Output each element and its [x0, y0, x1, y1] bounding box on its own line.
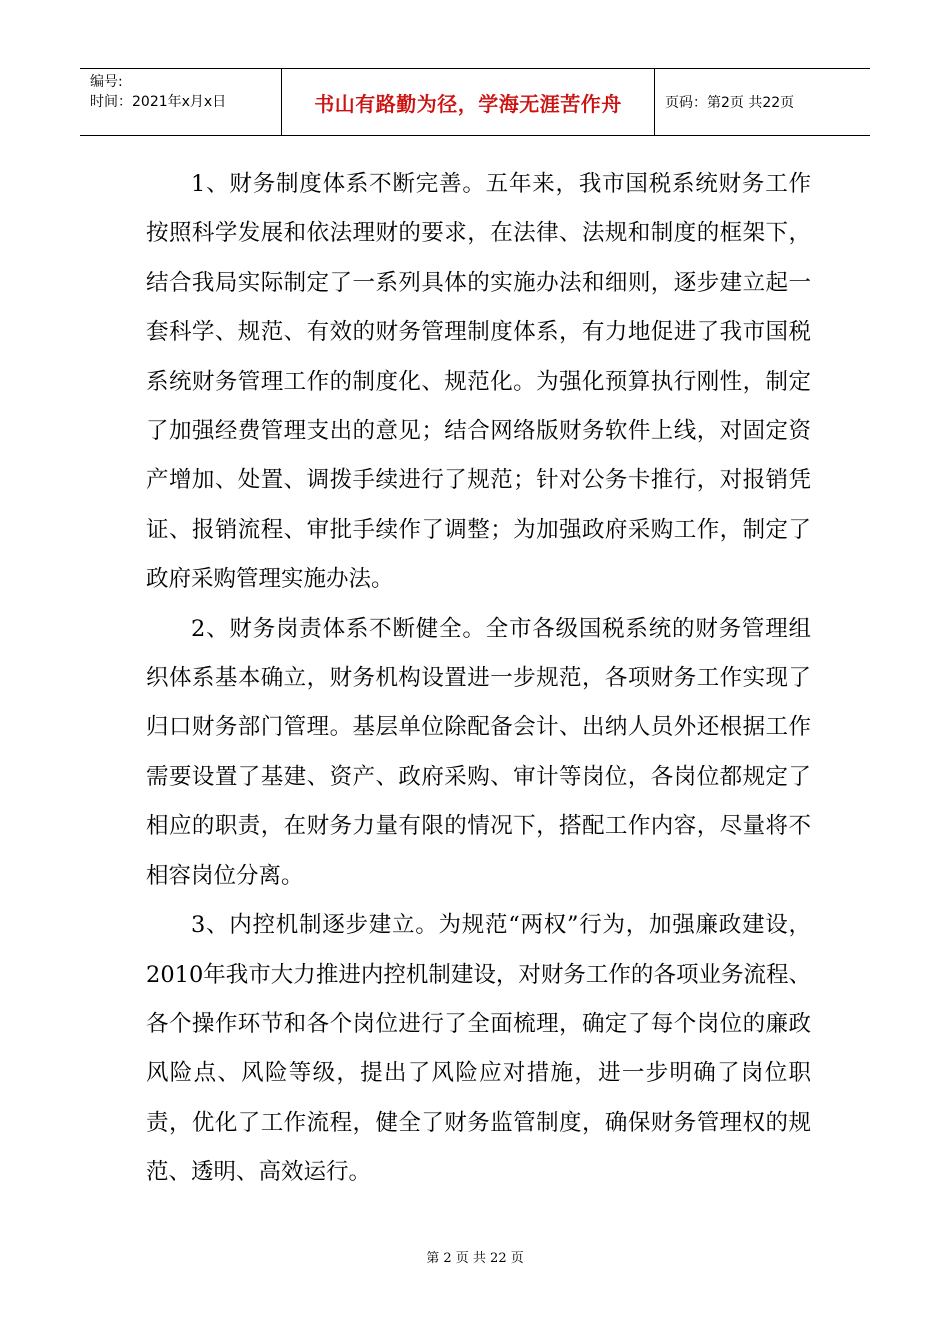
- header-page-info: 页码：第2页 共22页: [665, 95, 795, 111]
- document-date: 时间：2021年x月x日: [90, 94, 227, 110]
- paragraph-internal-control: 3、内控机制逐步建立。为规范“两权”行为，加强廉政建设， 2010年我市大力推进内控机制建设，对财务工作的各项业务流程、各个操作环节和各个岗位进行了全面梳理，确定了每个岗位的廉政风险点、风险等级，提出了风险应对措施，进一步明确了岗位职责，优化了工作流程，健全了财务监管制度，确保财务管理权的规范、透明、高效运行。: [146, 912, 811, 1186]
- paragraph-finance-posts: 2、财务岗责体系不断健全。全市各级国税系统的财务管理组织体系基本确立，财务机构设置进一步规范，各项财务工作实现了归口财务部门管理。基层单位除配备会计、出纳人员外还根据工作需要设置了基建、资产、政府采购、审计等岗位，各岗位都规定了相应的职责，在财务力量有限的情况下，搭配工作内容，尽量将不相容岗位分离。: [146, 615, 811, 889]
- page-footer: 第 2 页 共 22 页: [426, 1251, 524, 1266]
- document-number-label: 编号:: [90, 74, 123, 90]
- paragraph-finance-system: 1、财务制度体系不断完善。五年来，我市国税系统财务工作按照科学发展和依法理财的要求，在法律、法规和制度的框架下，结合我局实际制定了一系列具体的实施办法和细则，逐步建立起一套科学、规范、有效的财务管理制度体系，有力地促进了我市国税系统财务管理工作的制度化、规范化。为强化预算执行刚性，制定了加强经费管理支出的意见；结合网络版财务软件上线，对固定资产增加、处置、调拨手续进行了规范；针对公务卡推行，对报销凭证、报销流程、审批手续作了调整；为加强政府采购工作，制定了政府采购管理实施办法。: [146, 171, 811, 593]
- header-meta: [80, 69, 282, 135]
- document-body: [146, 160, 811, 1198]
- header-motto: 书山有路勤为径，学海无涯苦作舟: [282, 69, 655, 135]
- page-header: [80, 68, 870, 136]
